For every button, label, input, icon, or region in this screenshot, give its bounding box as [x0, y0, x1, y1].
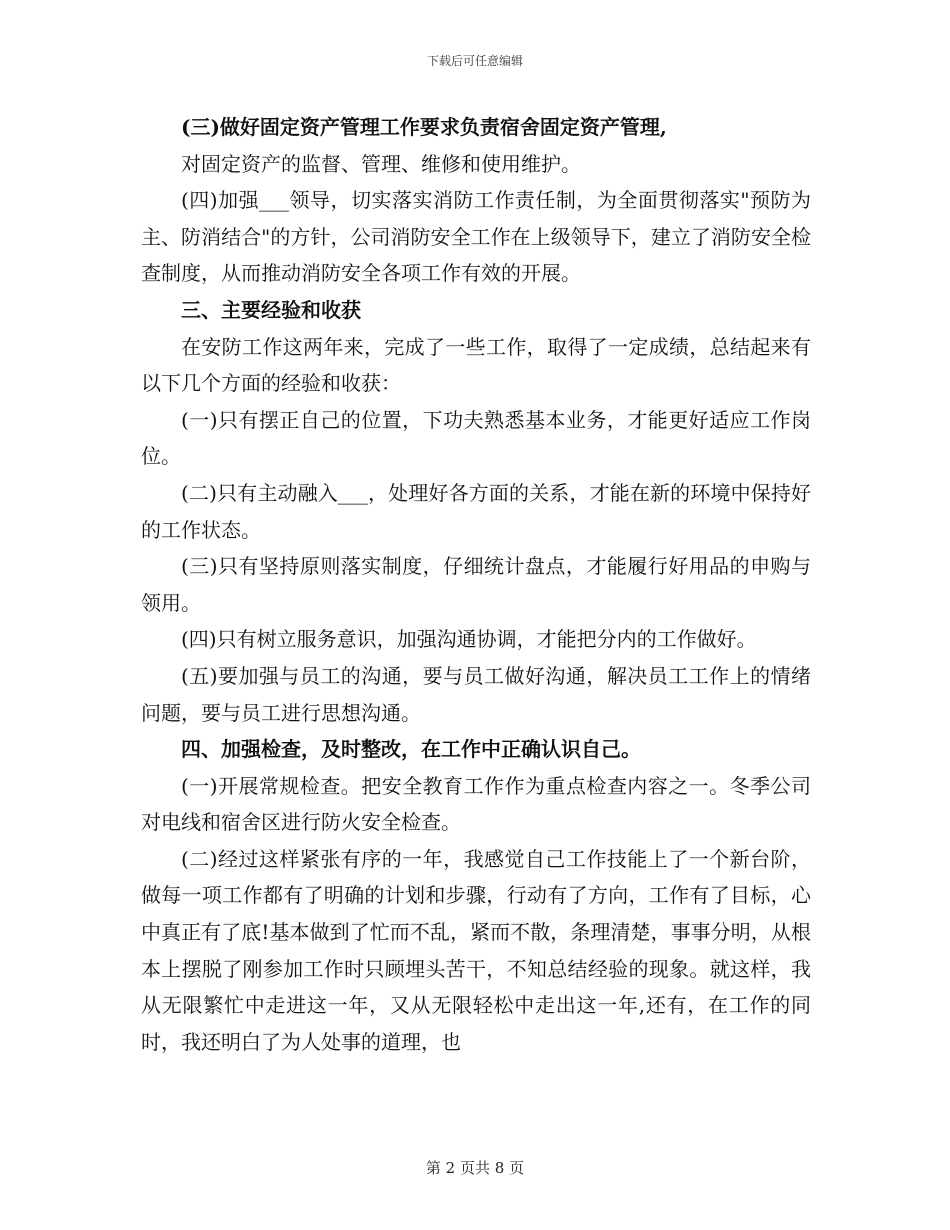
paragraph: 四、加强检查，及时整改，在工作中正确认识自己。 [181, 737, 641, 762]
page-footer: 第 2 页共 8 页 [425, 1159, 525, 1177]
document-body [141, 109, 811, 1060]
paragraph: (五)要加强与员工的沟通，要与员工做好沟通，解决员工工作上的情绪问题，要与员工进行思想沟通。 [141, 663, 811, 725]
paragraph: (一)开展常规检查。把安全教育工作作为重点检查内容之一。冬季公司对电线和宿舍区进行防火安全检查。 [141, 773, 811, 835]
paragraph: 三、主要经验和收获 [181, 297, 361, 322]
paragraph: 在安防工作这两年来，完成了一些工作，取得了一定成绩，总结起来有以下几个方面的经验和收获： [141, 334, 811, 396]
paragraph: (二)经过这样紧张有序的一年，我感觉自己工作技能上了一个新台阶，做每一项工作都有了明确的计划和步骤，行动有了方向，工作有了目标，心中真正有了底!基本做到了忙而不乱，紧而不散，条理清楚，事事分明，从根本上摆脱了刚参加工作时只顾埋头苦干，不知总结经验的现象。就这样，我从无限繁忙中走进这一年，又从无限轻松中走出这一年,还有，在工作的同时，我还明白了为人处事的道理，也 [141, 846, 811, 1054]
page-header: 下载后可任意编辑 [426, 54, 523, 68]
paragraph: (二)只有主动融入___，处理好各方面的关系，才能在新的环境中保持好的工作状态。 [141, 480, 811, 542]
paragraph: (一)只有摆正自己的位置，下功夫熟悉基本业务，才能更好适应工作岗位。 [141, 407, 811, 469]
paragraph: (三)做好固定资产管理工作要求负责宿舍固定资产管理, [181, 115, 667, 139]
paragraph: (四)加强___领导，切实落实消防工作责任制，为全面贯彻落实"预防为主、防消结合"的方针，公司消防安全工作在上级领导下，建立了消防安全检查制度，从而推动消防安全各项工作有效的开展。 [141, 188, 811, 286]
paragraph: (三)只有坚持原则落实制度，仔细统计盘点，才能履行好用品的申购与领用。 [141, 554, 811, 615]
paragraph: 对固定资产的监督、管理、维修和使用维护。 [181, 151, 581, 176]
paragraph: (四)只有树立服务意识，加强沟通协调，才能把分内的工作做好。 [181, 627, 757, 652]
